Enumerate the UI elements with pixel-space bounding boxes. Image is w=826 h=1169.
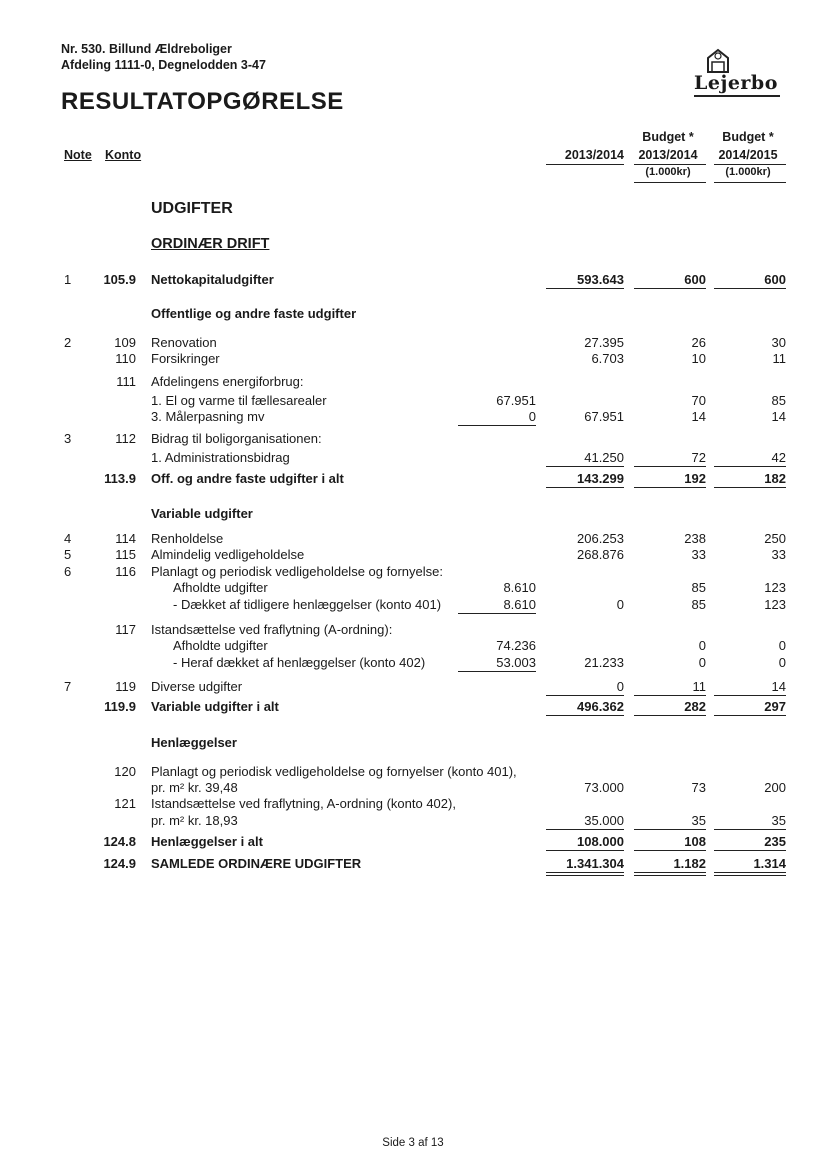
rule [634, 829, 706, 830]
row-label: Diverse udgifter [151, 679, 243, 694]
rule [546, 715, 624, 716]
rule [714, 466, 786, 467]
row-actual: 21.233 [584, 655, 624, 670]
row-label: Offentlige og andre faste udgifter [151, 306, 357, 321]
row-account: 116 [115, 564, 136, 579]
header-underline-budget1 [634, 164, 706, 165]
row-budget-2013: 14 [691, 409, 706, 424]
rule [714, 850, 786, 851]
row-label: pr. m² kr. 18,93 [151, 813, 238, 828]
row-label: Forsikringer [151, 351, 220, 366]
row-note: 4 [64, 531, 72, 546]
row-subamount: 0 [528, 409, 536, 424]
row-account: 111 [116, 374, 136, 389]
row-subamount: 8.610 [503, 597, 536, 612]
rule [634, 872, 706, 873]
row-note: 5 [64, 547, 72, 562]
row-note: 2 [64, 335, 72, 350]
page-number: Side 3 af 13 [382, 1137, 444, 1149]
rule [546, 850, 624, 851]
row-budget-2013: 600 [684, 272, 706, 287]
row-budget-2014: 11 [772, 351, 786, 366]
row-budget-2013: 33 [691, 547, 706, 562]
row-budget-2013: 10 [691, 351, 706, 366]
row-actual: 41.250 [584, 450, 624, 465]
rule [714, 872, 786, 873]
row-label: Afholdte udgifter [173, 638, 268, 653]
rule [546, 829, 624, 830]
rule [546, 466, 624, 467]
row-budget-2014: 14 [771, 679, 786, 694]
rule [546, 875, 624, 876]
column-header-note: Note [64, 148, 92, 162]
rule [634, 875, 706, 876]
row-account: 105.9 [103, 272, 136, 287]
row-account: 119 [115, 679, 136, 694]
row-subamount: 53.003 [496, 655, 536, 670]
row-actual: 593.643 [577, 272, 624, 287]
header-underline-budget1-unit [634, 182, 706, 183]
row-label: Planlagt og periodisk vedligeholdelse og fornyelse: [151, 564, 443, 579]
row-budget-2013: 192 [684, 471, 706, 486]
row-label: Renholdelse [151, 531, 224, 546]
row-actual: 0 [616, 597, 624, 612]
row-budget-2014: 200 [764, 780, 786, 795]
row-actual: 35.000 [584, 813, 624, 828]
page-title: RESULTATOPGØRELSE [61, 88, 344, 115]
row-budget-2013: 0 [698, 638, 706, 653]
rule [714, 829, 786, 830]
row-budget-2014: 30 [771, 335, 786, 350]
row-budget-2013: 238 [684, 531, 706, 546]
rule [634, 850, 706, 851]
column-header-budget2-label: Budget * [722, 130, 774, 144]
row-subamount: 8.610 [503, 580, 536, 595]
row-label: 3. Målerpasning mv [151, 409, 265, 424]
rule [546, 872, 624, 873]
row-budget-2013: 108 [684, 834, 706, 849]
row-label: 1. El og varme til fællesarealer [151, 393, 327, 408]
row-label: Nettokapitaludgifter [151, 272, 274, 287]
row-actual: 206.253 [577, 531, 624, 546]
row-account: 113.9 [104, 471, 136, 486]
row-budget-2013: 35 [691, 813, 706, 828]
row-budget-2013: 26 [691, 335, 706, 350]
row-account: 114 [115, 531, 136, 546]
header-underline-actual [546, 164, 624, 165]
column-header-actual: 2013/2014 [564, 148, 624, 162]
rule [546, 487, 624, 488]
row-account: 112 [115, 431, 136, 446]
department-name: Afdeling 1111-0, Degnelodden 3-47 [61, 58, 266, 72]
row-actual: 0 [616, 679, 624, 694]
section-heading: UDGIFTER [151, 200, 233, 217]
row-actual: 73.000 [584, 780, 624, 795]
row-budget-2014: 250 [764, 531, 786, 546]
row-budget-2014: 85 [771, 393, 786, 408]
row-note: 3 [64, 431, 72, 446]
column-header-budget1-unit: (1.000kr) [645, 166, 691, 178]
column-header-konto: Konto [105, 148, 142, 162]
rule [546, 288, 624, 289]
column-header-budget2: 2014/2015 [718, 148, 778, 162]
rule [634, 466, 706, 467]
rule [546, 695, 624, 696]
row-budget-2014: 235 [764, 834, 786, 849]
row-label: Variable udgifter [151, 506, 253, 521]
row-budget-2013: 70 [691, 393, 706, 408]
row-actual: 268.876 [577, 547, 624, 562]
column-header-budget1: 2013/2014 [638, 148, 698, 162]
rule [634, 715, 706, 716]
row-budget-2014: 600 [764, 272, 786, 287]
row-budget-2013: 85 [691, 597, 706, 612]
row-account: 119.9 [104, 699, 136, 714]
row-label: 1. Administrationsbidrag [151, 450, 290, 465]
row-actual: 108.000 [577, 834, 624, 849]
row-account: 124.9 [103, 856, 136, 871]
row-budget-2013: 1.182 [673, 856, 706, 871]
row-account: 120 [114, 764, 136, 779]
row-label: pr. m² kr. 39,48 [151, 780, 238, 795]
row-budget-2014: 0 [778, 638, 786, 653]
row-account: 110 [115, 351, 136, 366]
row-label: SAMLEDE ORDINÆRE UDGIFTER [151, 856, 362, 871]
row-label: Off. og andre faste udgifter i alt [151, 471, 344, 486]
row-budget-2013: 73 [691, 780, 706, 795]
organization-name: Nr. 530. Billund Ældreboliger [61, 42, 232, 56]
row-budget-2014: 123 [764, 580, 786, 595]
row-note: 1 [64, 272, 72, 287]
row-budget-2013: 85 [691, 580, 706, 595]
rule [714, 288, 786, 289]
row-actual: 67.951 [584, 409, 624, 424]
row-subamount: 67.951 [496, 393, 536, 408]
row-label: - Heraf dækket af henlæggelser (konto 402) [173, 655, 426, 670]
section-heading: ORDINÆR DRIFT [151, 236, 270, 252]
row-budget-2013: 282 [684, 699, 706, 714]
rule [634, 288, 706, 289]
row-label: - Dækket af tidligere henlæggelser (konto 401) [173, 597, 442, 612]
row-budget-2014: 1.314 [753, 856, 786, 871]
row-label: Henlæggelser i alt [151, 834, 263, 849]
row-budget-2014: 35 [771, 813, 786, 828]
rule [714, 695, 786, 696]
row-label: Henlæggelser [151, 735, 237, 750]
row-account: 115 [115, 547, 136, 562]
rule [714, 715, 786, 716]
row-account: 109 [114, 335, 136, 350]
row-account: 124.8 [103, 834, 136, 849]
row-budget-2014: 14 [771, 409, 786, 424]
row-actual: 6.703 [591, 351, 624, 366]
row-budget-2014: 182 [764, 471, 786, 486]
row-label: Afdelingens energiforbrug: [151, 374, 304, 389]
row-budget-2014: 123 [764, 597, 786, 612]
row-label: Afholdte udgifter [173, 580, 268, 595]
row-subamount: 74.236 [496, 638, 536, 653]
rule [634, 487, 706, 488]
column-header-budget1-label: Budget * [642, 130, 694, 144]
rule [634, 695, 706, 696]
header-underline-budget2 [714, 164, 786, 165]
logo-underline [694, 95, 780, 97]
row-label: Bidrag til boligorganisationen: [151, 431, 322, 446]
row-label: Almindelig vedligeholdelse [151, 547, 305, 562]
row-budget-2013: 11 [692, 679, 706, 694]
header-underline-budget2-unit [714, 182, 786, 183]
row-budget-2013: 72 [691, 450, 706, 465]
rule [714, 875, 786, 876]
row-label: Planlagt og periodisk vedligeholdelse og fornyelser (konto 401), [151, 764, 517, 779]
row-label: Renovation [151, 335, 217, 350]
row-budget-2014: 33 [771, 547, 786, 562]
rule [458, 425, 536, 426]
row-actual: 496.362 [577, 699, 624, 714]
row-account: 121 [114, 796, 136, 811]
row-budget-2014: 42 [771, 450, 786, 465]
rule [714, 487, 786, 488]
row-note: 6 [64, 564, 72, 579]
logo-text: Lejerbo [694, 72, 778, 94]
row-actual: 27.395 [584, 335, 624, 350]
row-actual: 1.341.304 [566, 856, 624, 871]
column-header-budget2-unit: (1.000kr) [725, 166, 771, 178]
row-label: Istandsættelse ved fraflytning, A-ordning (konto 402), [151, 796, 456, 811]
row-actual: 143.299 [577, 471, 624, 486]
row-label: Istandsættelse ved fraflytning (A-ordning): [151, 622, 393, 637]
rule [458, 613, 536, 614]
row-budget-2013: 0 [698, 655, 706, 670]
row-note: 7 [64, 679, 72, 694]
row-account: 117 [115, 622, 136, 637]
row-budget-2014: 297 [764, 699, 786, 714]
rule [458, 671, 536, 672]
row-label: Variable udgifter i alt [151, 699, 279, 714]
row-budget-2014: 0 [778, 655, 786, 670]
